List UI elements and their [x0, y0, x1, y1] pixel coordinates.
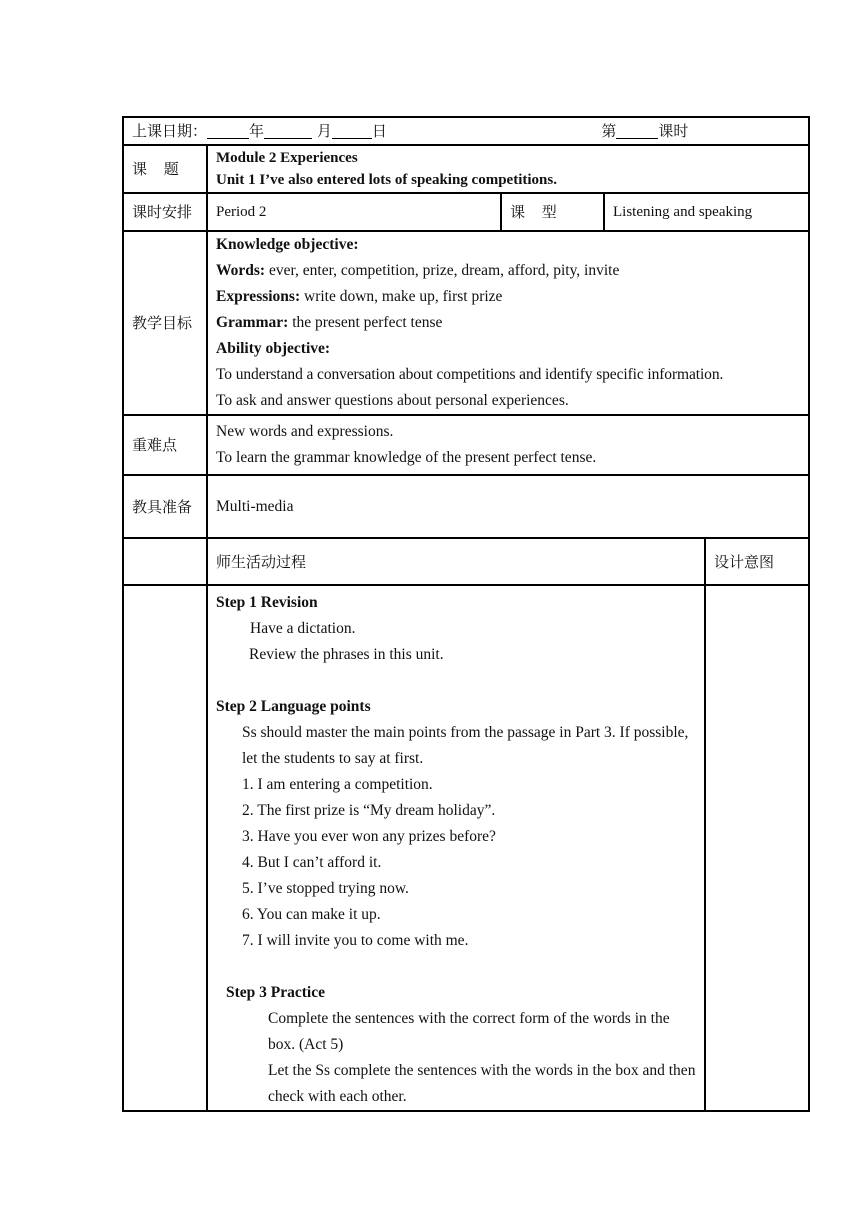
step2-title: Step 2 Language points — [216, 698, 371, 715]
lesson-plan-page — [122, 116, 808, 1112]
step2-intro: Ss should master the main points from the passage in Part 3. If possible, let the students to say at first. — [242, 724, 689, 767]
grammar-line: Grammar: the present perfect tense — [216, 314, 443, 331]
schedule-value: Period 2 — [207, 193, 501, 231]
ability-line-1: To understand a conversation about competitions and identify specific information. — [216, 366, 724, 383]
step2-point: 6. You can make it up. — [242, 906, 381, 923]
materials-value: Multi-media — [207, 475, 809, 538]
period-prefix: 第 — [601, 122, 617, 140]
process-body-row — [123, 585, 809, 1111]
unit-title: Unit 1 I’ve also entered lots of speaking competitions. — [216, 172, 557, 188]
materials-label: 教具准备 — [123, 475, 207, 538]
objectives-label: 教学目标 — [123, 231, 207, 415]
year-label: 年 — [249, 122, 265, 140]
date-row — [123, 117, 809, 145]
objectives-row — [123, 231, 809, 415]
topic-row — [123, 145, 809, 193]
step1-title: Step 1 Revision — [216, 594, 318, 611]
type-value: Listening and speaking — [604, 193, 809, 231]
key-point-1: New words and expressions. — [216, 423, 394, 440]
step2-points-list — [216, 772, 698, 954]
process-header-row — [123, 538, 809, 585]
period-blank — [616, 120, 658, 139]
type-label: 课 型 — [501, 193, 604, 231]
date-label: 上课日期： — [132, 122, 208, 140]
step3-para-2: Let the Ss complete the sentences with the words in the box and then check with each other. — [268, 1062, 696, 1105]
lesson-plan-table — [122, 116, 810, 1112]
module-title: Module 2 Experiences — [216, 150, 358, 166]
key-points-label: 重难点 — [123, 415, 207, 475]
step2-point: 3. Have you ever won any prizes before? — [242, 828, 496, 845]
step2-point: 4. But I can’t afford it. — [242, 854, 382, 871]
step3-title: Step 3 Practice — [226, 984, 325, 1001]
step1-line-1: Have a dictation. — [250, 620, 356, 637]
key-points-row — [123, 415, 809, 475]
ability-line-2: To ask and answer questions about personal experiences. — [216, 392, 569, 409]
key-point-2: To learn the grammar knowledge of the present perfect tense. — [216, 449, 597, 466]
step2-point: 2. The first prize is “My dream holiday”. — [242, 802, 496, 819]
year-blank — [207, 120, 249, 139]
step2-point: 7. I will invite you to come with me. — [242, 932, 469, 949]
step1-line-2: Review the phrases in this unit. — [249, 646, 444, 663]
month-blank — [264, 120, 312, 139]
schedule-label: 课时安排 — [123, 193, 207, 231]
design-header: 设计意图 — [705, 538, 809, 585]
activity-content — [207, 585, 705, 1111]
schedule-row — [123, 193, 809, 231]
step2-point: 1. I am entering a competition. — [242, 776, 433, 793]
knowledge-objective-title: Knowledge objective: — [216, 236, 359, 253]
design-content — [705, 585, 809, 1111]
activity-header: 师生活动过程 — [207, 538, 705, 585]
period-suffix: 课时 — [658, 122, 689, 140]
step2-point: 5. I’ve stopped trying now. — [242, 880, 409, 897]
day-label: 日 — [371, 122, 387, 140]
expressions-line: Expressions: write down, make up, first prize — [216, 288, 503, 305]
day-blank — [332, 120, 372, 139]
topic-label: 课 题 — [123, 145, 207, 193]
step3-para-1: Complete the sentences with the correct form of the words in the box. (Act 5) — [268, 1010, 670, 1053]
words-line: Words: ever, enter, competition, prize, dream, afford, pity, invite — [216, 262, 620, 279]
ability-objective-title: Ability objective: — [216, 340, 331, 357]
month-label: 月 — [316, 122, 332, 140]
materials-row — [123, 475, 809, 538]
